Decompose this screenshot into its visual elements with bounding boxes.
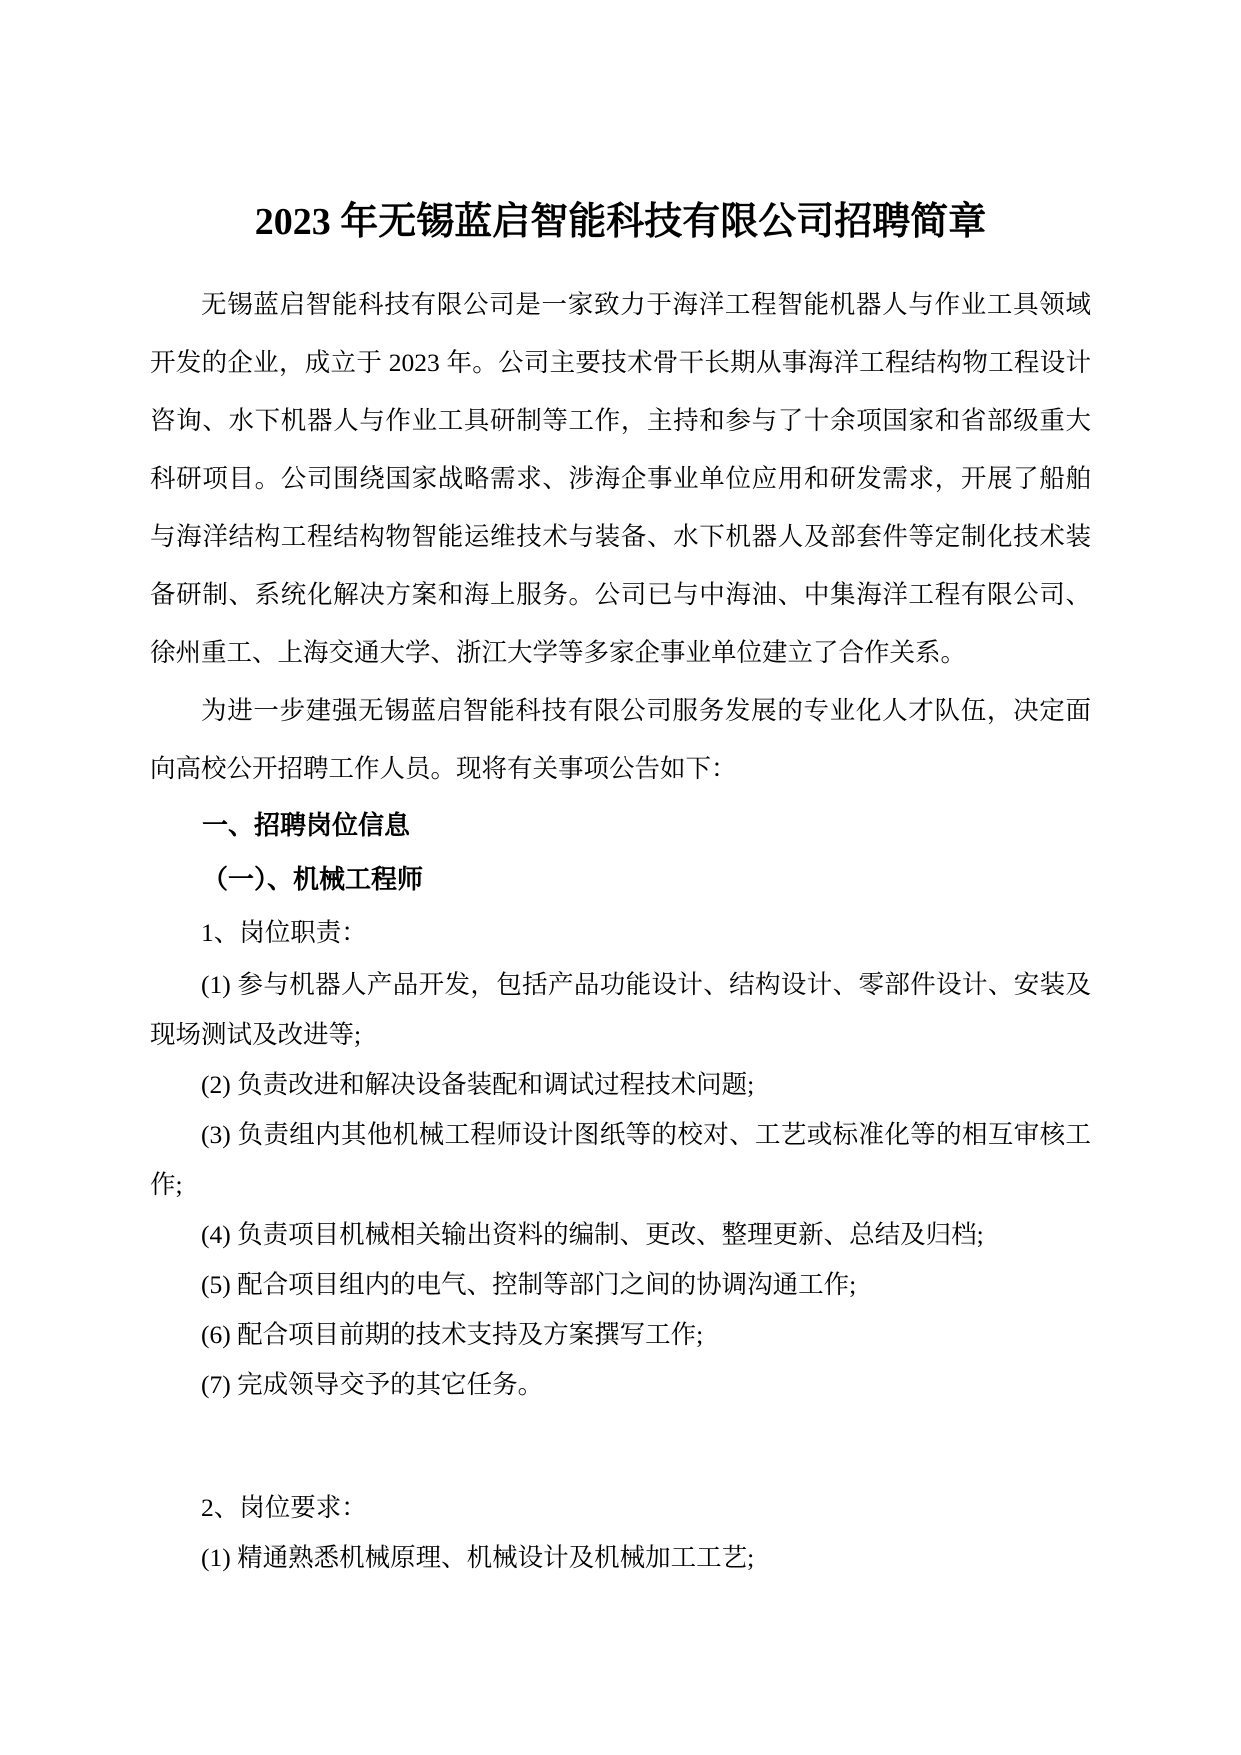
duty-item-1: (1) 参与机器人产品开发，包括产品功能设计、结构设计、零部件设计、安装及现场测试及改进等; bbox=[150, 970, 1091, 1049]
requirements-label: 2、岗位要求： bbox=[201, 1493, 367, 1522]
duty-item-3: (3) 负责组内其他机械工程师设计图纸等的校对、工艺或标准化等的相互审核工作; bbox=[150, 1120, 1091, 1199]
duty-item-6: (6) 配合项目前期的技术支持及方案撰写工作; bbox=[201, 1320, 704, 1349]
position-heading-mechanical-engineer: （一）、机械工程师 bbox=[202, 864, 424, 894]
requirements-list bbox=[150, 1533, 1091, 1583]
requirement-item-1: (1) 精通熟悉机械原理、机械设计及机械加工工艺; bbox=[201, 1543, 755, 1572]
announcement-paragraph: 为进一步建强无锡蓝启智能科技有限公司服务发展的专业化人才队伍，决定面向高校公开招聘工作人员。现将有关事项公告如下： bbox=[150, 696, 1091, 783]
duty-item-4: (4) 负责项目机械相关输出资料的编制、更改、整理更新、总结及归档; bbox=[201, 1220, 984, 1249]
intro-paragraph: 无锡蓝启智能科技有限公司是一家致力于海洋工程智能机器人与作业工具领域开发的企业，成立于 2023 年。公司主要技术骨干长期从事海洋工程结构物工程设计咨询、水下机器人与作业工具研制等工作，主持和参与了十余项国家和省部级重大科研项目。公司围绕国家战略需求、涉海企事业单位应用和研发需求，开展了船舶与海洋结构工程结构物智能运维技术与装备、水下机器人及部套件等定制化技术装备研制、系统化解决方案和海上服务。公司已与中海油、中集海洋工程有限公司、徐州重工、上海交通大学、浙江大学等多家企事业单位建立了合作关系。 bbox=[150, 290, 1091, 667]
duty-item-5: (5) 配合项目组内的电气、控制等部门之间的协调沟通工作; bbox=[201, 1270, 857, 1299]
document-title: 2023 年无锡蓝启智能科技有限公司招聘简章 bbox=[254, 201, 987, 243]
duties-list bbox=[150, 960, 1091, 1410]
duty-item-7: (7) 完成领导交予的其它任务。 bbox=[201, 1370, 544, 1399]
duty-item-2: (2) 负责改进和解决设备装配和调试过程技术问题; bbox=[201, 1070, 755, 1099]
duties-label: 1、岗位职责： bbox=[201, 918, 367, 947]
section-heading-recruitment-positions: 一、招聘岗位信息 bbox=[202, 810, 411, 840]
